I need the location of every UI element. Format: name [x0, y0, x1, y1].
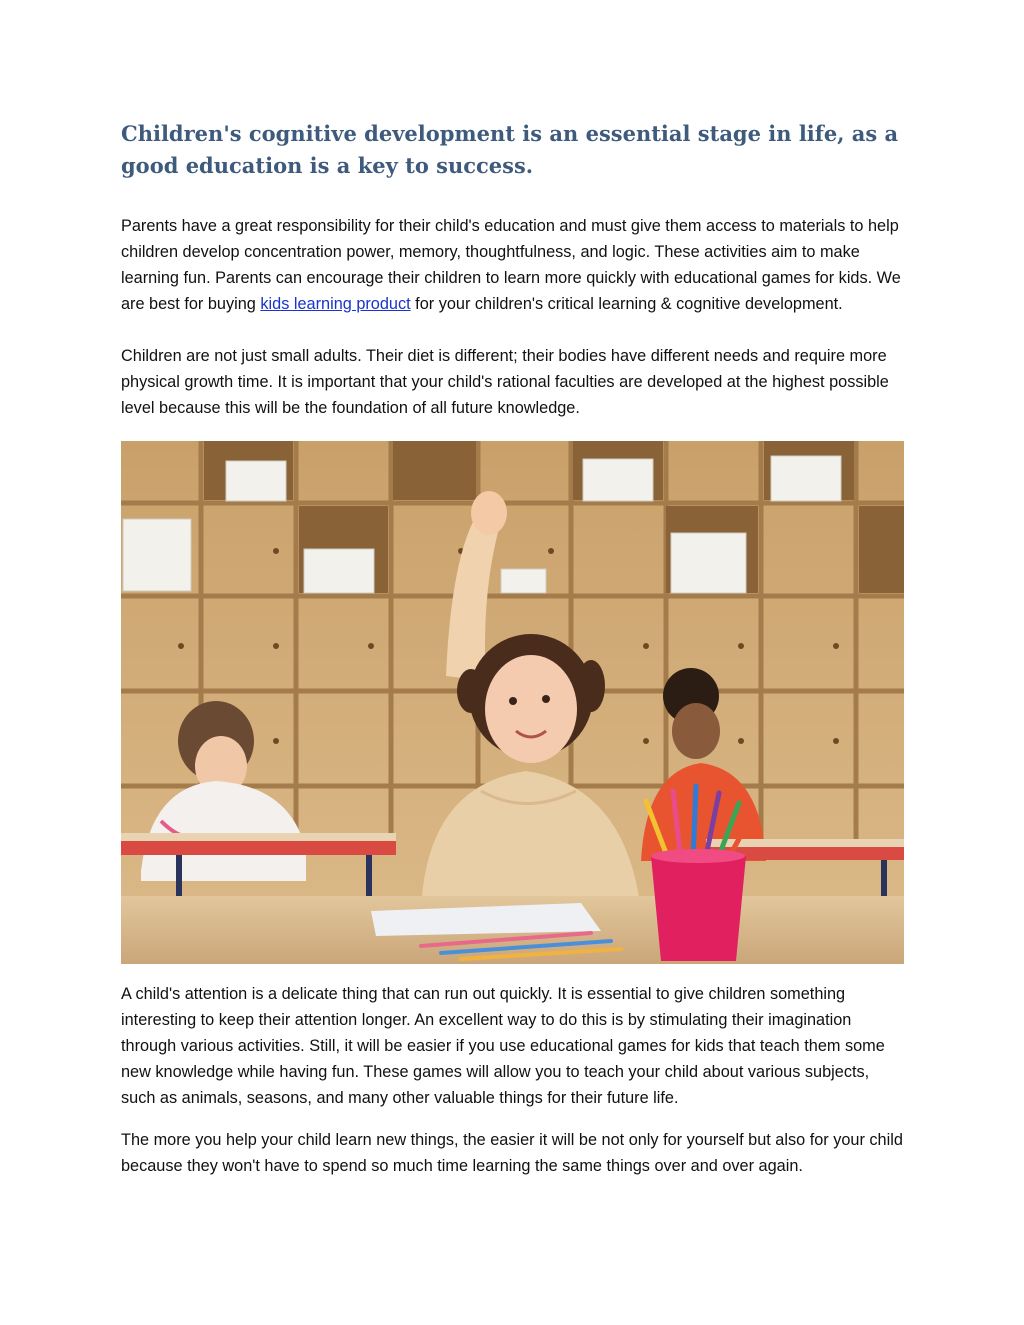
paragraph-intro — [121, 213, 907, 317]
paragraph-attention: A child's attention is a delicate thing that can run out quickly. It is essential to give children something interesting to keep their attention longer. An excellent way to do this is by stimulating their imagination through various activities. Still, it will be easier if you use educational games for kids that teach them some new knowledge while having fun. These games will allow you to teach your child about various subjects, such as animals, seasons, and many other valuable things for their future life. — [121, 985, 885, 1107]
paragraph-conclusion: The more you help your child learn new things, the easier it will be not only for yourself but also for your child because they won't have to spend so much time learning the same things over and over again. — [121, 1131, 903, 1175]
article-body — [121, 118, 907, 1179]
paragraph-intro-text-after-link: for your children's critical learning & cognitive development. — [410, 295, 843, 313]
classroom-photo — [121, 441, 904, 964]
article-title: Children's cognitive development is an essential stage in life, as a good education is a key to success. — [121, 121, 899, 178]
paragraph-intro-text-before-link: Parents have a great responsibility for their child's education and must give them access to materials to help children develop concentration power, memory, thoughtfulness, and logic. These activities aim to make learning fun. Parents can encourage their children to learn more quickly with educational games for kids. We are best for buying — [121, 217, 901, 313]
paragraph-children-not-small-adults: Children are not just small adults. Their diet is different; their bodies have different needs and require more physical growth time. It is important that your child's rational faculties are developed at the highest possible level because this will be the foundation of all future knowledge. — [121, 347, 889, 417]
classroom-photo-illustration — [121, 441, 904, 964]
kids-learning-product-link[interactable]: kids learning product — [260, 295, 411, 313]
